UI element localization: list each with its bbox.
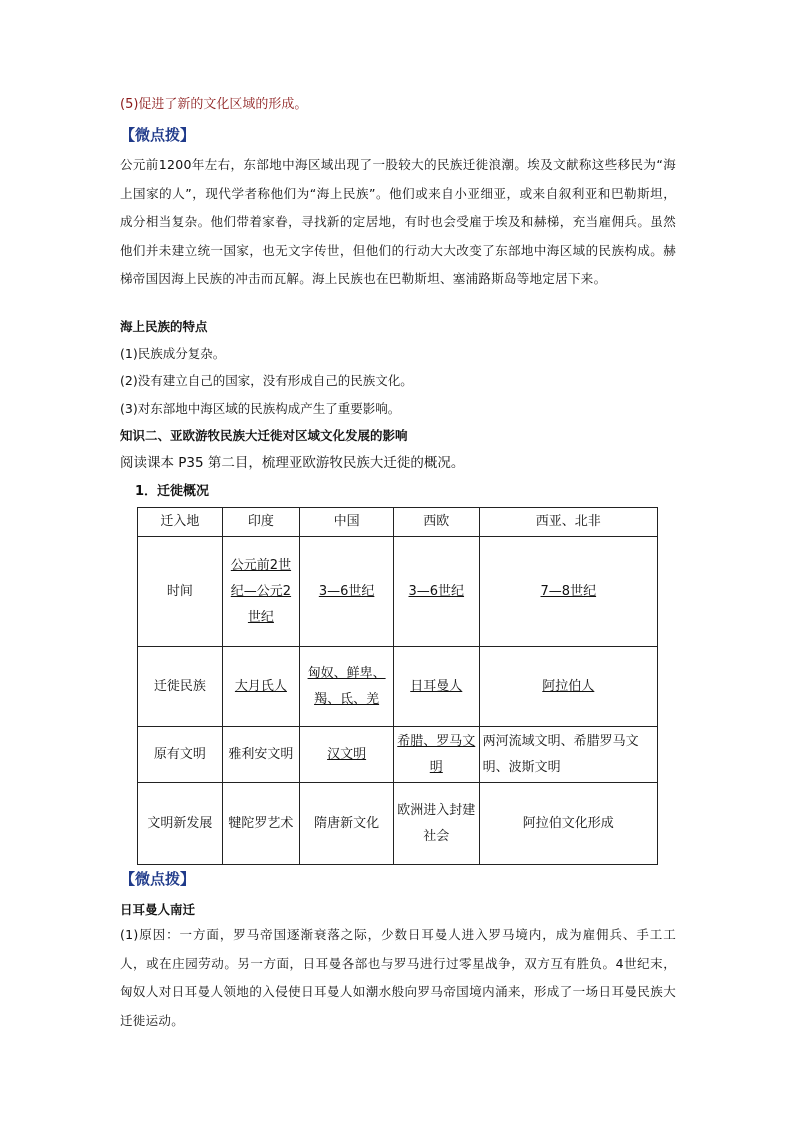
table-cell: 欧洲进入封建社会: [393, 783, 479, 865]
table-header-cell: 迁入地: [138, 508, 223, 537]
table-row: [138, 537, 658, 647]
table-cell: 7—8世纪: [479, 537, 657, 647]
table-row: [138, 783, 658, 865]
tip-subtitle-2: 日耳曼人南迁: [120, 902, 196, 917]
table-row: [138, 727, 658, 783]
tip-paragraph-1: 公元前1200年左右，东部地中海区域出现了一股较大的民族迁徙浪潮。埃及文献称这些移民为“海上国家的人”，现代学者称他们为“海上民族”。他们或来自小亚细亚，或来自叙利亚和巴勒斯坦，成分相当复杂。他们带着家眷，寻找新的定居地，有时也会受雇于埃及和赫梯，充当雇佣兵。虽然他们并未建立统一国家，也无文字传世，但他们的行动大大改变了东部地中海区域的民族构成。赫梯帝国因海上民族的冲击而瓦解。海上民族也在巴勒斯坦、塞浦路斯岛等地定居下来。: [120, 157, 676, 286]
table-row: [138, 647, 658, 727]
table-cell: 匈奴、鲜卑、羯、氐、羌: [300, 647, 394, 727]
table-cell: 隋唐新文化: [300, 783, 394, 865]
table-row-label: 文明新发展: [138, 783, 223, 865]
table-cell: 日耳曼人: [393, 647, 479, 727]
table-header-cell: 西亚、北非: [479, 508, 657, 537]
table-cell: 两河流域文明、希腊罗马文明、波斯文明: [479, 727, 657, 783]
tip-subtitle-1: 海上民族的特点: [120, 319, 208, 334]
tip-paragraph-2: (1)原因：一方面，罗马帝国逐渐衰落之际，少数日耳曼人进入罗马境内，成为雇佣兵、手工工人，或在庄园劳动。另一方面，日耳曼各部也与罗马进行过零星战争，双方互有胜负。4世纪末，匈奴人对日耳曼人领地的入侵使日耳曼人如潮水般向罗马帝国境内涌来，形成了一场日耳曼民族大迁徙运动。: [120, 927, 676, 1028]
tip-item-3: (3)对东部地中海区域的民族构成产生了重要影响。: [120, 401, 401, 416]
table-row-label: 时间: [138, 537, 223, 647]
table-cell: 3—6世纪: [300, 537, 394, 647]
tip-heading-1: 【微点拨】: [120, 126, 196, 144]
tip-item-1: (1)民族成分复杂。: [120, 346, 226, 361]
table-header-cell: 西欧: [393, 508, 479, 537]
section-instruction: 阅读课本 P35 第二目，梳理亚欧游牧民族大迁徙的概况。: [120, 455, 465, 471]
tip-heading-2: 【微点拨】: [120, 870, 196, 888]
table-header-cell: 中国: [300, 508, 394, 537]
table-cell: 汉文明: [300, 727, 394, 783]
table-cell: 大月氏人: [222, 647, 300, 727]
section-title: 知识二、亚欧游牧民族大迁徙对区域文化发展的影响: [120, 428, 408, 443]
section-subheading: 1．迁徙概况: [135, 484, 210, 499]
tip-item-2: (2)没有建立自己的国家，没有形成自己的民族文化。: [120, 373, 413, 388]
table-row-label: 迁徙民族: [138, 647, 223, 727]
table-cell: 雅利安文明: [222, 727, 300, 783]
table-cell: 3—6世纪: [393, 537, 479, 647]
migration-table: [137, 507, 658, 865]
table-header-row: [138, 508, 658, 537]
table-cell: 阿拉伯人: [479, 647, 657, 727]
table-row-label: 原有文明: [138, 727, 223, 783]
table-cell: 阿拉伯文化形成: [479, 783, 657, 865]
table-cell: 公元前2世纪—公元2世纪: [222, 537, 300, 647]
table-cell: 希腊、罗马文明: [393, 727, 479, 783]
intro-item: (5)促进了新的文化区域的形成。: [120, 97, 308, 112]
table-cell: 犍陀罗艺术: [222, 783, 300, 865]
table-header-cell: 印度: [222, 508, 300, 537]
